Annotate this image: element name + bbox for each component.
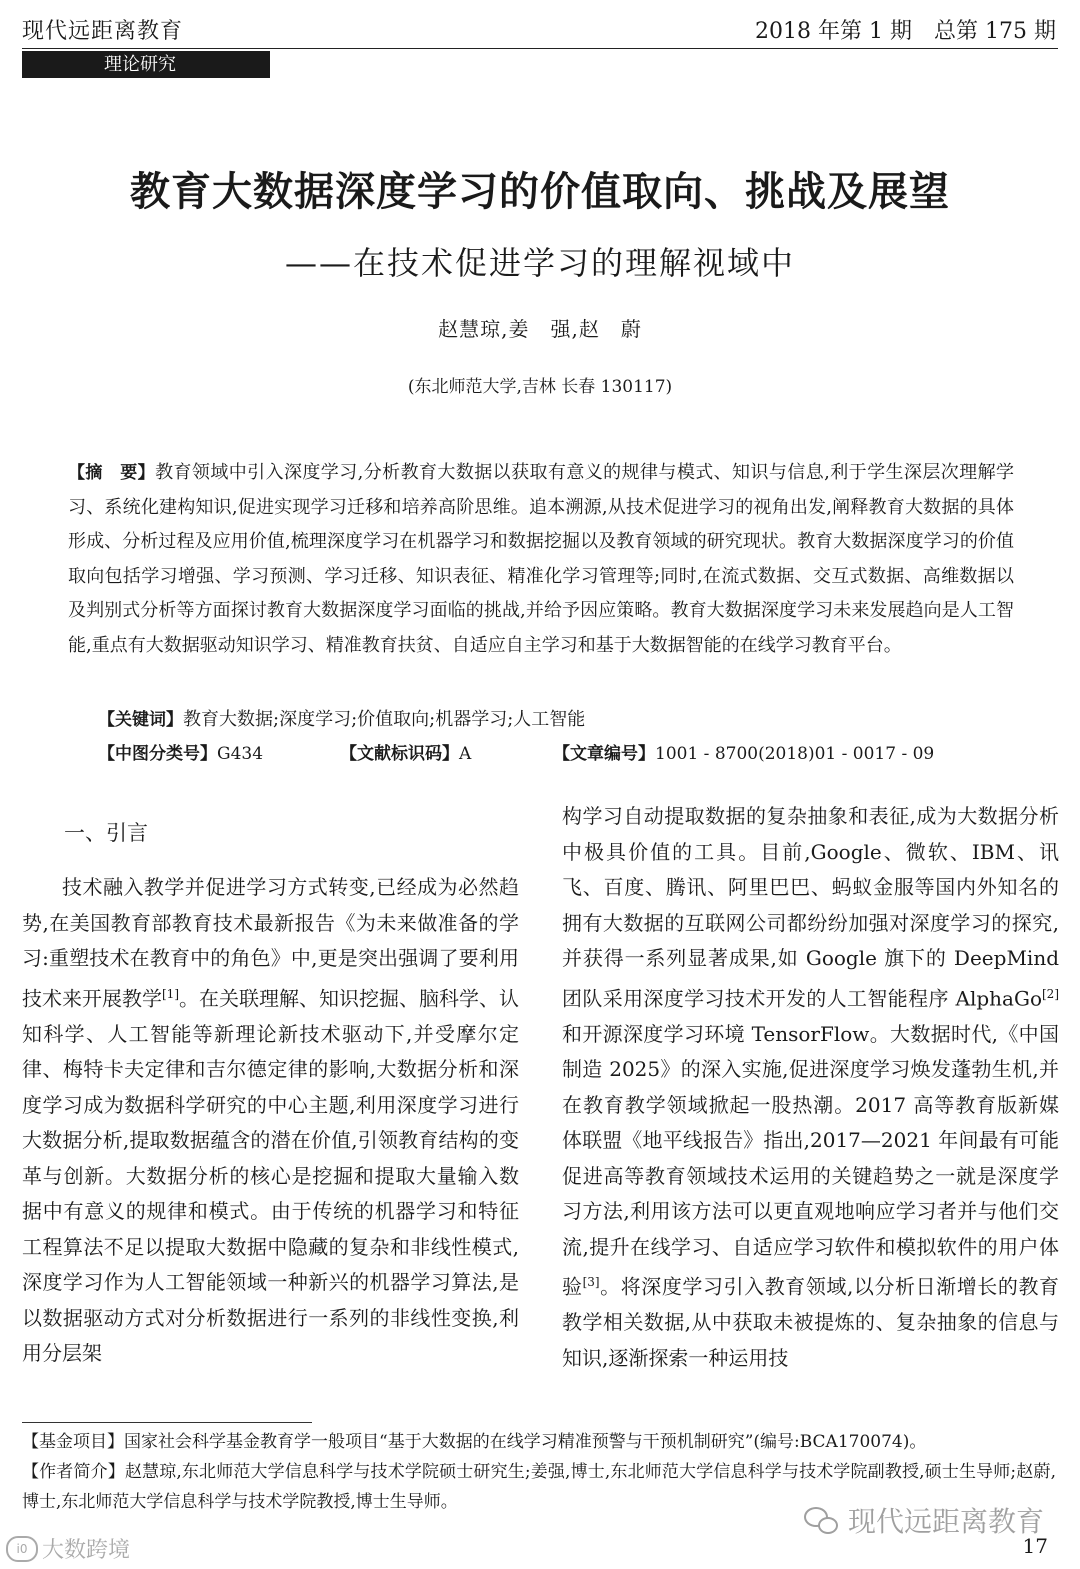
issue-info: 2018 年第 1 期 总第 175 期 bbox=[755, 19, 1056, 44]
journal-name: 现代远距离教育 bbox=[22, 19, 184, 44]
abstract-text: 教育领域中引入深度学习,分析教育大数据以获取有意义的规律与模式、知识与信息,利于学生深层次理解学习、系统化建构知识,促进实现学习迁移和培养高阶思维。追本溯源,从技术促进学习的视角出发,阐释教育大数据的具体形成、分析过程及应用价值,梳理深度学习在机器学习和数据挖掘以及教育领域的研究现状。教育大数据深度学习的价值取向包括学习增强、学习预测、学习迁移、知识表征、精准化学习管理等;同时,在流式数据、交互式数据、高维数据以及判别式分析等方面探讨教育大数据深度学习面临的挑战,并给予因应策略。教育大数据深度学习未来发展趋向是人工智能,重点有大数据驱动知识学习、精准教育扶贫、自适应自主学习和基于大数据智能的在线学习教育平台。 bbox=[68, 462, 1014, 656]
section-tag: 理论研究 bbox=[22, 51, 270, 78]
clc-label: 【中图分类号】 bbox=[98, 744, 217, 764]
author-note-label: 【作者简介】 bbox=[22, 1462, 125, 1482]
header-divider bbox=[22, 48, 1058, 49]
body-column-left bbox=[22, 870, 519, 1372]
article-number bbox=[553, 739, 934, 764]
author-note-text: 赵慧琼,东北师范大学信息科学与技术学院硕士研究生;姜强,博士,东北师范大学信息科学与技术学院副教授,硕士生导师;赵蔚,博士,东北师范大学信息科学与技术学院教授,博士生导师。 bbox=[22, 1462, 1057, 1512]
article-subtitle: ——在技术促进学习的理解视域中 bbox=[284, 244, 795, 282]
keywords-text: 教育大数据;深度学习;价值取向;机器学习;人工智能 bbox=[183, 709, 586, 730]
keywords-label: 【关键词】 bbox=[98, 710, 183, 730]
paragraph-text: 技术融入教学并促进学习方式转变,已经成为必然趋势,在美国教育部教育技术最新报告《为未来做准备的学习:重塑技术在教育中的角色》中,更是突出强调了要利用技术来开展教学 bbox=[22, 875, 519, 1011]
footnote-divider bbox=[22, 1422, 312, 1423]
document-code-value: A bbox=[459, 744, 472, 764]
wechat-watermark bbox=[804, 1500, 1044, 1540]
document-code-label: 【文献标识码】 bbox=[340, 744, 459, 764]
fund-note bbox=[22, 1427, 1056, 1457]
body-column-right bbox=[562, 799, 1059, 1376]
article-number-value: 1001 - 8700(2018)01 - 0017 - 09 bbox=[655, 744, 935, 764]
page-number: 17 bbox=[1022, 1534, 1048, 1558]
paragraph-text: 。在关联理解、知识挖掘、脑科学、认知科学、人工智能等新理论新技术驱动下,并受摩尔定律、梅特卡夫定律和吉尔德定律的影响,大数据分析和深度学习成为数据科学研究的中心主题,利用深度学习进行大数据分析,提取数据蕴含的潜在价值,引领教育结构的变革与创新。大数据分析的核心是挖掘和提取大量输入数据中有意义的规律和模式。由于传统的机器学习和特征工程算法不足以提取大数据中隐藏的复杂和非线性模式,深度学习作为人工智能领域一种新兴的机器学习算法,是以数据驱动方式对分析数据进行一系列的非线性变换,利用分层架 bbox=[22, 986, 519, 1366]
abstract bbox=[68, 456, 1014, 663]
paragraph bbox=[562, 799, 1059, 1376]
article-number-label: 【文章编号】 bbox=[553, 744, 655, 764]
document-code bbox=[340, 739, 471, 764]
author-list: 赵慧琼,姜 强,赵 蔚 bbox=[438, 317, 642, 341]
abstract-label: 【摘 要】 bbox=[68, 463, 156, 483]
section-heading: 一、引言 bbox=[64, 821, 148, 845]
citation-ref: [3] bbox=[582, 1275, 600, 1290]
clc-value: G434 bbox=[217, 744, 264, 764]
paragraph bbox=[22, 870, 519, 1372]
watermark-text: 现代远距离教育 bbox=[847, 1505, 1044, 1538]
paragraph-text: 。将深度学习引入教育领域,以分析日渐增长的教育教学相关数据,从中获取未被提炼的、复杂抽象的信息与知识,逐渐探索一种运用技 bbox=[562, 1274, 1060, 1370]
keywords bbox=[98, 705, 1014, 731]
paragraph-text: 和开源深度学习环境 TensorFlow。大数据时代,《中国制造 2025》的深入实施,促进深度学习焕发蓬勃生机,并在教育教学领域掀起一股热潮。2017 高等教育版新媒体联盟《地平线报告》指出,2017—2021 年间最有可能促进高等教育领域技术运用的关键趋势之一就是深度学习方法,利用该方法可以更直观地响应学习者并与他们交流,提升在线学习、自适应学习软件和模拟软件的用户体验 bbox=[562, 1021, 1059, 1299]
fund-label: 【基金项目】 bbox=[22, 1432, 124, 1452]
source-watermark-text: 大数跨境 bbox=[42, 1538, 131, 1563]
affiliation: (东北师范大学,吉林 长春 130117) bbox=[407, 377, 673, 397]
source-watermark bbox=[6, 1533, 130, 1564]
wechat-icon bbox=[804, 1507, 838, 1533]
clc-number bbox=[98, 739, 263, 764]
paragraph-text: 构学习自动提取数据的复杂抽象和表征,成为大数据分析中极具价值的工具。目前,Google、微软、IBM、讯飞、百度、腾讯、阿里巴巴、蚂蚁金服等国内外知名的拥有大数据的互联网公司都纷纷加强对深度学习的探究,并获得一系列显著成果,如 Google 旗下的 DeepMind 团队采用深度学习技术开发的人工智能程序 AlphaGo bbox=[562, 804, 1059, 1011]
citation-ref: [1] bbox=[162, 986, 179, 1001]
watermark-logo-icon: i0 bbox=[6, 1536, 38, 1562]
fund-text: 国家社会科学基金教育学一般项目“基于大数据的在线学习精准预警与干预机制研究”(编号:BCA170074)。 bbox=[124, 1432, 927, 1452]
article-title: 教育大数据深度学习的价值取向、挑战及展望 bbox=[130, 169, 950, 215]
citation-ref: [2] bbox=[1042, 986, 1059, 1001]
